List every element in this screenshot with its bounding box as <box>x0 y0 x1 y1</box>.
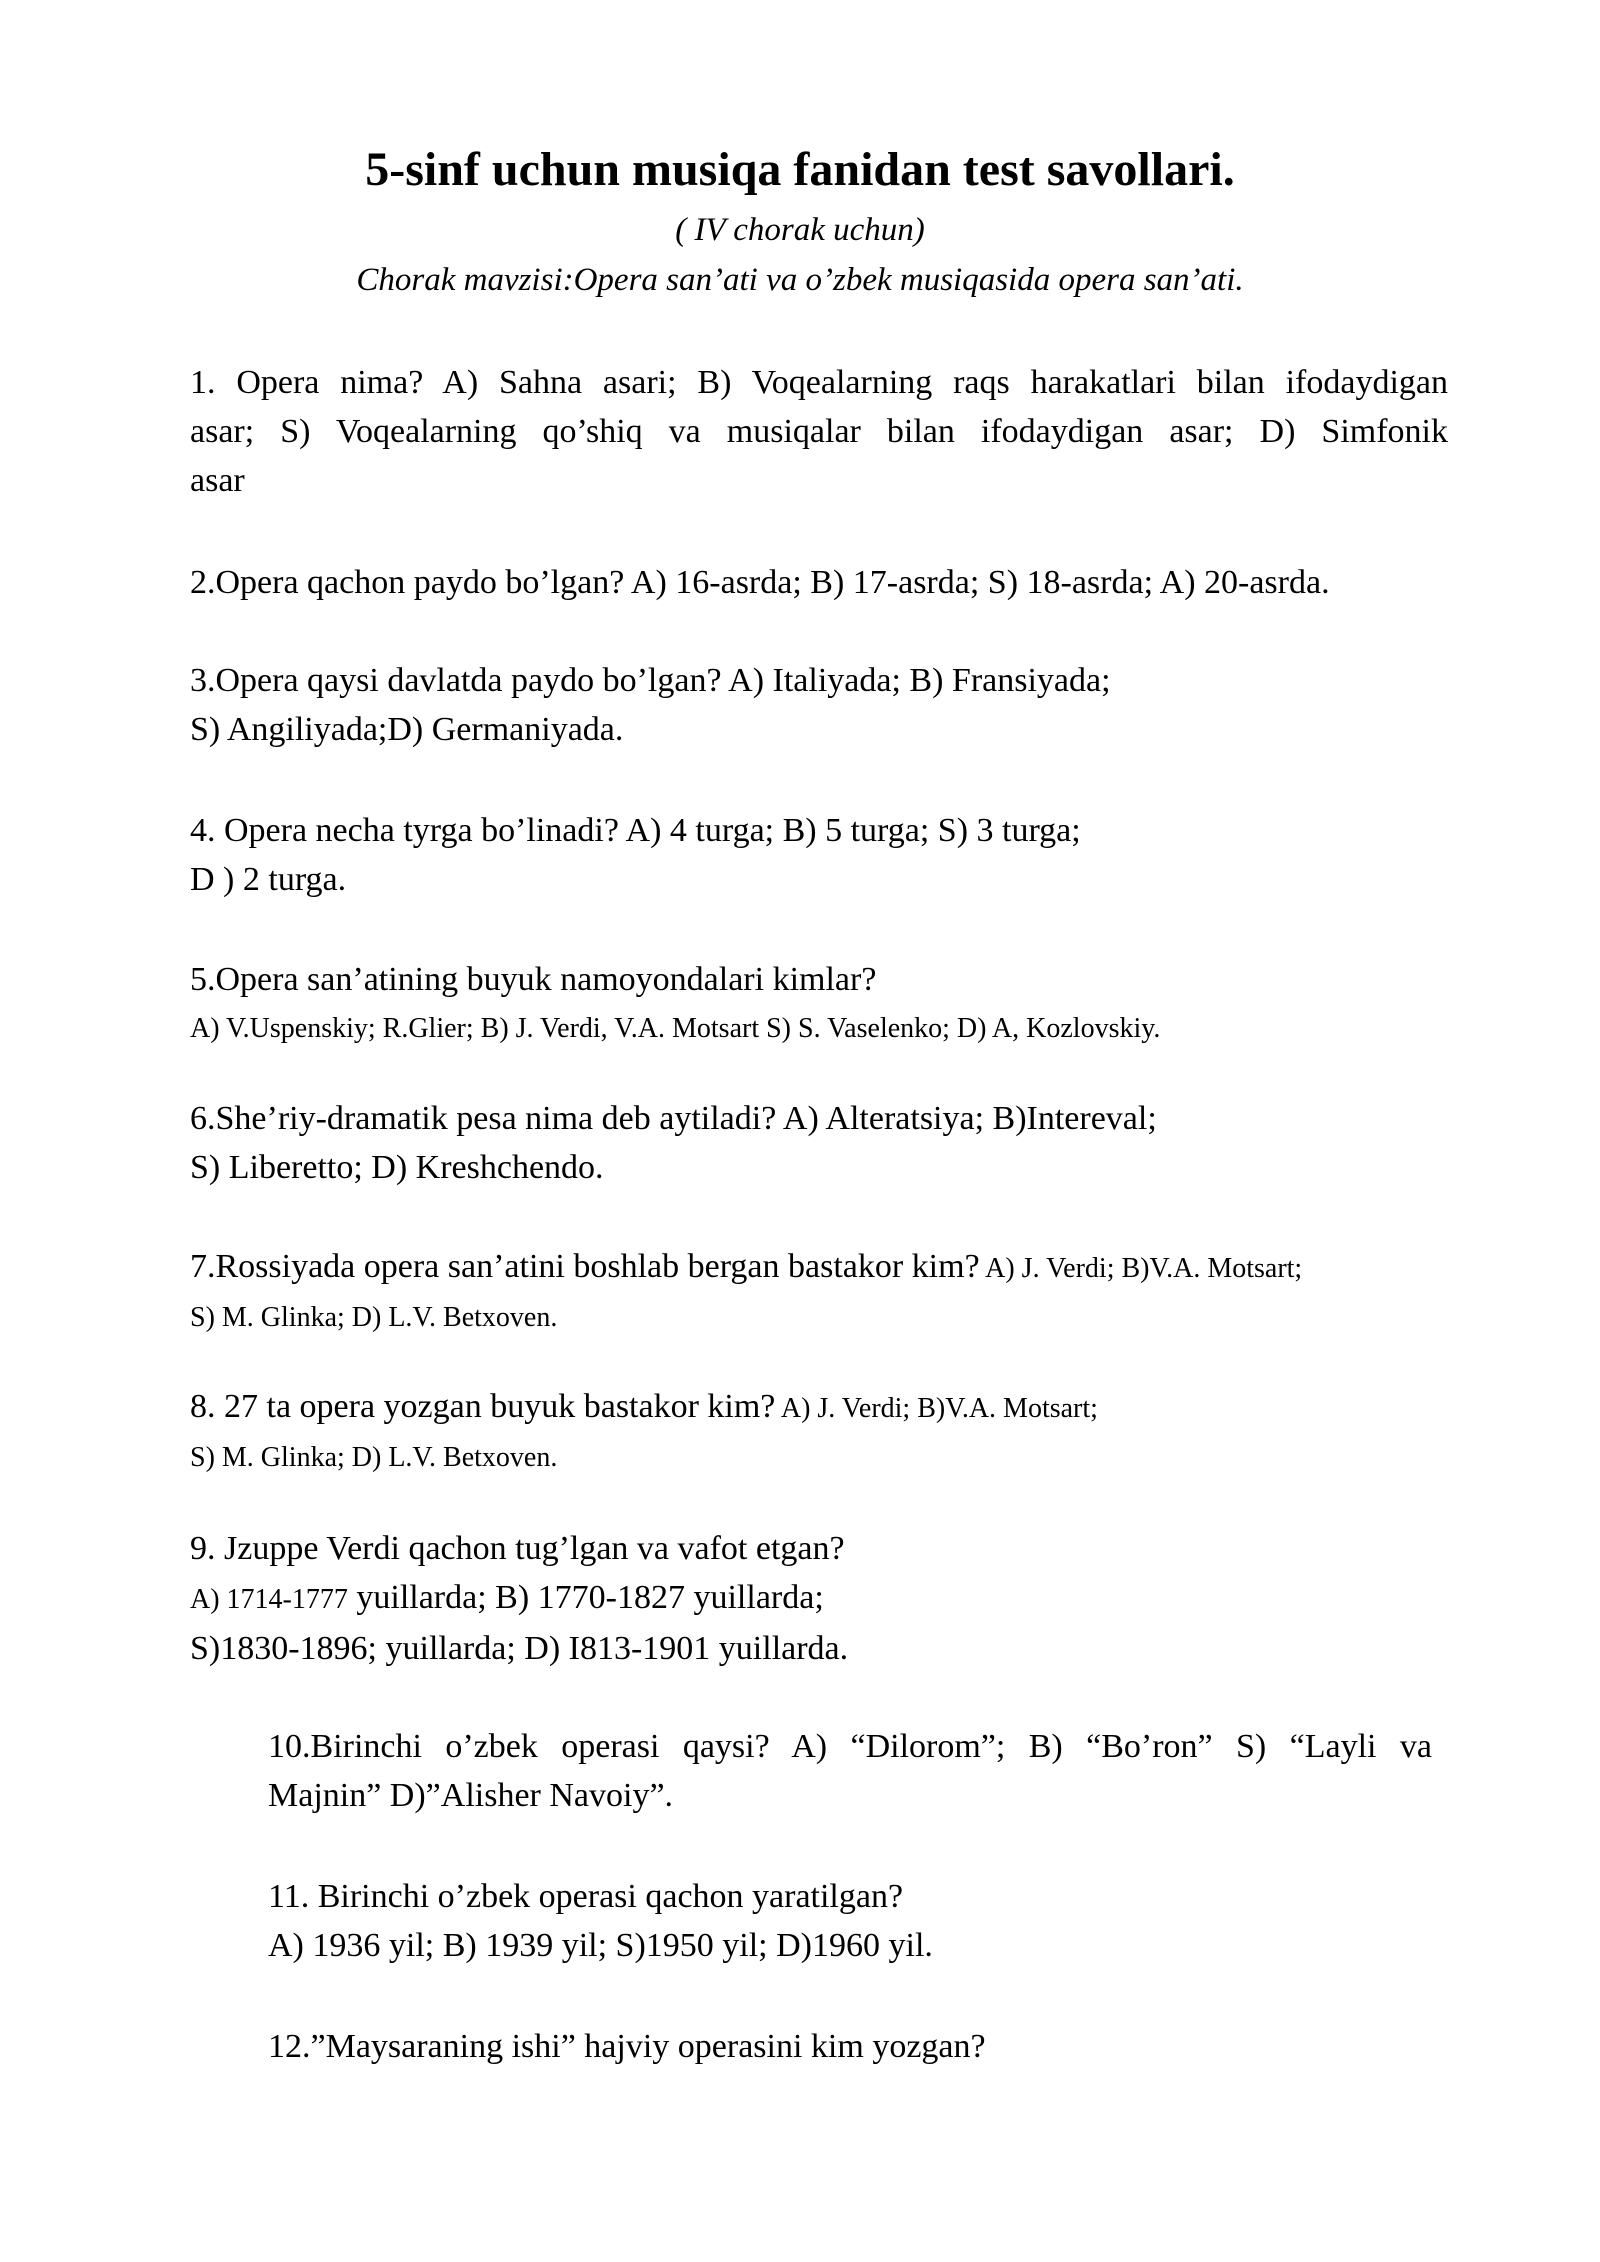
question-9-answer-rest: yuillarda; B) 1770-1827 yuillarda; <box>347 1579 824 1616</box>
question-9-line-3: S)1830-1896; yuillarda; D) I813-1901 yuillarda. <box>190 1630 849 1667</box>
question-9-line-2 <box>190 1573 848 1624</box>
question-6-line-2: S) Liberetto; D) Kreshchendo. <box>190 1149 604 1186</box>
question-5-line-1: 5.Opera san’atining buyuk namoyondalari kimlar? <box>190 961 877 998</box>
question-3 <box>190 656 1111 754</box>
document-subtitle: ( IV chorak uchun) <box>675 212 925 248</box>
document-title: 5-sinf uchun musiqa fanidan test savollari. <box>365 143 1235 196</box>
question-10-line-1: 10.Birinchi o’zbek operasi qaysi? A) “Dilorom”; B) “Bo’ron” S) “Layli va <box>268 1728 1432 1765</box>
question-11-line-2: A) 1936 yil; B) 1939 yil; S)1950 yil; D)1960 yil. <box>268 1927 933 1964</box>
question-7-line-1 <box>190 1242 1302 1293</box>
question-11-line-1: 11. Birinchi o’zbek operasi qachon yaratilgan? <box>268 1878 904 1915</box>
question-7-answers-s-d: S) M. Glinka; D) L.V. Betxoven. <box>190 1302 558 1333</box>
question-2 <box>190 558 1330 607</box>
question-4-line-1: 4. Opera necha tyrga bo’linadi? A) 4 turga; B) 5 turga; S) 3 turga; <box>190 812 1081 849</box>
question-9-line-1: 9. Jzuppe Verdi qachon tug’lgan va vafot etgan? <box>190 1530 845 1567</box>
question-7-answers-a-b: A) J. Verdi; B)V.A. Motsart; <box>979 1253 1303 1284</box>
question-4 <box>190 806 1081 904</box>
question-2-line-1: 2.Opera qachon paydo bo’lgan? A) 16-asrda; B) 17-asrda; S) 18-asrda; A) 20-asrda. <box>190 564 1330 601</box>
question-1-line-1: 1. Opera nima? A) Sahna asari; B) Voqealarning raqs harakatlari bilan ifodaydigan <box>190 364 1448 401</box>
question-8-answers-a-b: A) J. Verdi; B)V.A. Motsart; <box>775 1393 1098 1424</box>
question-1-line-2: asar; S) Voqealarning qo’shiq va musiqalar bilan ifodaydigan asar; D) Simfonik <box>190 413 1448 450</box>
question-8-answers-s-d: S) M. Glinka; D) L.V. Betxoven. <box>190 1442 558 1473</box>
question-12 <box>268 2022 986 2071</box>
question-5 <box>190 955 1160 1053</box>
question-12-line-1: 12.”Maysaraning ishi” hajviy operasini kim yozgan? <box>268 2028 986 2065</box>
question-6-line-1: 6.She’riy-dramatik pesa nima deb aytiladi? A) Alteratsiya; B)Intereval; <box>190 1100 1157 1137</box>
quarter-topic: Chorak mavzisi:Opera san’ati va o’zbek musiqasida opera san’ati. <box>356 262 1244 298</box>
question-3-line-1: 3.Opera qaysi davlatda paydo bo’lgan? A) Italiyada; B) Fransiyada; <box>190 662 1111 699</box>
question-8 <box>190 1382 1098 1482</box>
question-6 <box>190 1094 1157 1192</box>
question-8-line-1 <box>190 1382 1098 1433</box>
question-9-answer-a-years: A) 1714-1777 <box>190 1584 348 1615</box>
question-1-line-3: asar <box>190 462 245 499</box>
question-8-text: 8. 27 ta opera yozgan buyuk bastakor kim? <box>190 1388 776 1425</box>
question-4-line-2: D ) 2 turga. <box>190 861 347 898</box>
question-10-line-2: Majnin” D)”Alisher Navoiy”. <box>268 1777 674 1814</box>
question-7-text: 7.Rossiyada opera san’atini boshlab bergan bastakor kim? <box>190 1248 980 1285</box>
question-3-line-2: S) Angiliyada;D) Germaniyada. <box>190 711 624 748</box>
question-7 <box>190 1242 1302 1342</box>
question-1 <box>190 358 1448 505</box>
question-10 <box>268 1722 1432 1820</box>
question-11 <box>268 1872 933 1970</box>
question-9 <box>190 1524 848 1673</box>
question-5-answers: A) V.Uspenskiy; R.Glier; B) J. Verdi, V.A. Motsart S) S. Vaselenko; D) A, Kozlovskiy. <box>190 1013 1161 1044</box>
